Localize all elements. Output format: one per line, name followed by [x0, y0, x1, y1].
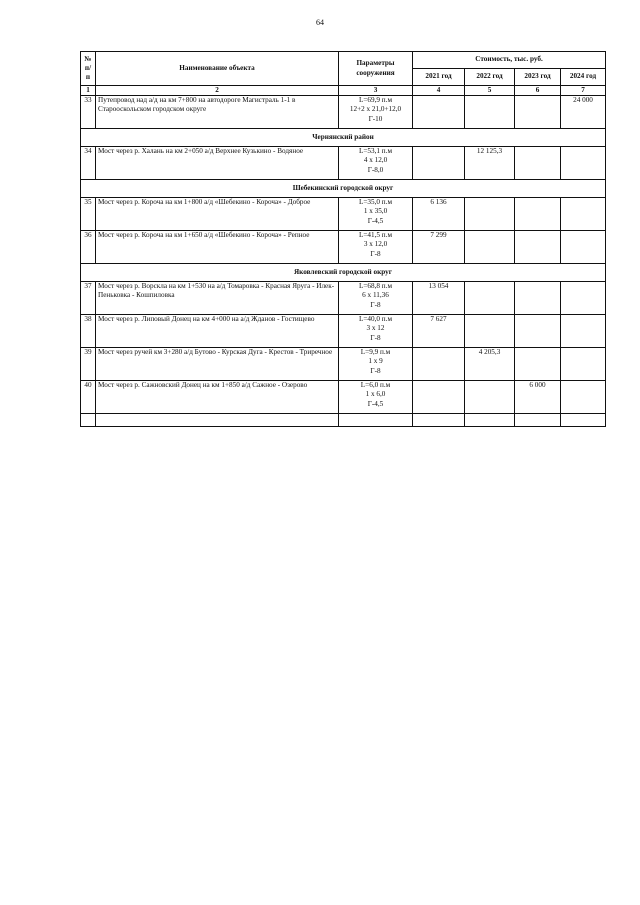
- param-line: 3 х 12,0: [363, 240, 388, 249]
- cost-2022: 4 205,3: [465, 348, 515, 381]
- cost-2023: [515, 96, 561, 129]
- param-line: 3 х 12: [366, 324, 385, 333]
- column-number: 2: [96, 86, 339, 96]
- object-name: Мост через р. Липовый Донец на км 4+000 на а/д Жданов - Гостищево: [96, 315, 339, 348]
- cost-2024: [561, 381, 606, 414]
- param-line: Г-8: [370, 300, 381, 309]
- table-row: [81, 381, 606, 414]
- header-params: Параметры сооружения: [339, 52, 413, 86]
- section-row: [81, 129, 606, 147]
- structure-params: [339, 198, 413, 231]
- cost-2023: [515, 348, 561, 381]
- column-number: 3: [339, 86, 413, 96]
- cost-2023: [515, 282, 561, 315]
- column-number: 1: [81, 86, 96, 96]
- section-row: [81, 180, 606, 198]
- cost-2022: [465, 198, 515, 231]
- param-line: Г-8: [370, 249, 381, 258]
- structure-params: [339, 231, 413, 264]
- cost-2024: [561, 348, 606, 381]
- structure-params: [339, 147, 413, 180]
- param-line: 6 х 11,36: [362, 291, 389, 300]
- param-line: 1 х 9: [368, 357, 383, 366]
- param-line: L=41,5 п.м: [358, 231, 392, 240]
- cost-2021: [413, 147, 465, 180]
- cost-2021: 6 136: [413, 198, 465, 231]
- object-name: Мост через ручей км 3+280 а/д Бутово - Курская Дуга - Крестов - Триречное: [96, 348, 339, 381]
- header-cost: Стоимость, тыс. руб.: [413, 52, 606, 69]
- cost-2024: [561, 282, 606, 315]
- param-line: L=68,8 п.м: [358, 282, 392, 291]
- section-row: [81, 264, 606, 282]
- table-row: [81, 231, 606, 264]
- param-line: Г-4,5: [367, 399, 384, 408]
- cost-2024: [561, 315, 606, 348]
- empty-cell: [561, 414, 606, 427]
- cost-2021: [413, 96, 465, 129]
- param-line: 4 х 12,0: [363, 156, 388, 165]
- section-title: Чернянский район: [81, 129, 606, 147]
- row-number: 34: [81, 147, 96, 180]
- header-year: 2023 год: [515, 69, 561, 86]
- param-line: Г-8: [370, 333, 381, 342]
- param-line: Г-8: [370, 366, 381, 375]
- param-line: Г-4,5: [367, 216, 384, 225]
- header-year: 2024 год: [561, 69, 606, 86]
- table-row: [81, 348, 606, 381]
- empty-cell: [81, 414, 96, 427]
- structure-params: [339, 381, 413, 414]
- param-line: L=35,0 п.м: [358, 198, 392, 207]
- cost-2023: [515, 147, 561, 180]
- cost-2024: [561, 198, 606, 231]
- cost-2024: [561, 231, 606, 264]
- cost-2021: 13 054: [413, 282, 465, 315]
- structure-params: [339, 282, 413, 315]
- empty-cell: [465, 414, 515, 427]
- object-name: Путепровод над а/д на км 7+800 на автодороге Магистраль 1-1 в Старооскольском городском округе: [96, 96, 339, 129]
- param-line: 1 х 6,0: [365, 390, 386, 399]
- row-number: 37: [81, 282, 96, 315]
- row-number: 35: [81, 198, 96, 231]
- empty-row: [81, 414, 606, 427]
- object-name: Мост через р. Короча на км 1+650 а/д «Шебекино - Короча» - Репное: [96, 231, 339, 264]
- param-line: L=6,0 п.м: [360, 381, 391, 390]
- header-year: 2021 год: [413, 69, 465, 86]
- row-number: 38: [81, 315, 96, 348]
- cost-2022: [465, 381, 515, 414]
- header-num: № п/п: [81, 52, 96, 86]
- column-number: 5: [465, 86, 515, 96]
- structure-params: [339, 348, 413, 381]
- empty-cell: [96, 414, 339, 427]
- cost-2023: [515, 198, 561, 231]
- param-line: L=69,9 п.м: [358, 96, 392, 105]
- param-line: 1 х 35,0: [363, 207, 388, 216]
- param-line: Г-10: [368, 114, 383, 123]
- row-number: 36: [81, 231, 96, 264]
- param-line: 12+2 х 21,0+12,0: [349, 105, 402, 114]
- table-row: [81, 282, 606, 315]
- column-number: 7: [561, 86, 606, 96]
- table-row: [81, 147, 606, 180]
- param-line: Г-8,0: [367, 165, 384, 174]
- structure-params: [339, 315, 413, 348]
- row-number: 33: [81, 96, 96, 129]
- table-row: [81, 198, 606, 231]
- cost-2024: [561, 147, 606, 180]
- cost-2021: [413, 348, 465, 381]
- column-number: 4: [413, 86, 465, 96]
- column-number: 6: [515, 86, 561, 96]
- row-number: 40: [81, 381, 96, 414]
- empty-cell: [515, 414, 561, 427]
- structure-params: [339, 96, 413, 129]
- cost-2022: [465, 315, 515, 348]
- header-year: 2022 год: [465, 69, 515, 86]
- param-line: L=9,9 п.м: [360, 348, 391, 357]
- cost-2022: 12 125,3: [465, 147, 515, 180]
- cost-2021: 7 627: [413, 315, 465, 348]
- table-row: [81, 315, 606, 348]
- cost-2024: 24 000: [561, 96, 606, 129]
- cost-2023: [515, 231, 561, 264]
- page-number: 64: [316, 18, 324, 27]
- object-name: Мост через р. Сажновский Донец на км 1+850 а/д Сажное - Озерово: [96, 381, 339, 414]
- cost-2023: 6 000: [515, 381, 561, 414]
- cost-2022: [465, 282, 515, 315]
- cost-2022: [465, 231, 515, 264]
- row-number: 39: [81, 348, 96, 381]
- param-line: L=40,0 п.м: [358, 315, 392, 324]
- table-row: [81, 96, 606, 129]
- object-name: Мост через р. Халань на км 2+050 а/д Верхнее Кузькино - Водяное: [96, 147, 339, 180]
- param-line: L=53,1 п.м: [358, 147, 392, 156]
- empty-cell: [413, 414, 465, 427]
- cost-2021: 7 299: [413, 231, 465, 264]
- empty-cell: [339, 414, 413, 427]
- cost-2021: [413, 381, 465, 414]
- table-body: [81, 96, 606, 427]
- cost-2022: [465, 96, 515, 129]
- bridges-cost-table: [80, 51, 606, 427]
- cost-2023: [515, 315, 561, 348]
- section-title: Яковлевский городской округ: [81, 264, 606, 282]
- object-name: Мост через р. Короча на км 1+800 а/д «Шебекино - Короча» - Доброе: [96, 198, 339, 231]
- section-title: Шебекинский городской округ: [81, 180, 606, 198]
- header-name: Наименование объекта: [96, 52, 339, 86]
- object-name: Мост через р. Ворскла на км 1+530 на а/д Томаровка - Красная Яруга - Илек-Пеньковка - Кошпиловка: [96, 282, 339, 315]
